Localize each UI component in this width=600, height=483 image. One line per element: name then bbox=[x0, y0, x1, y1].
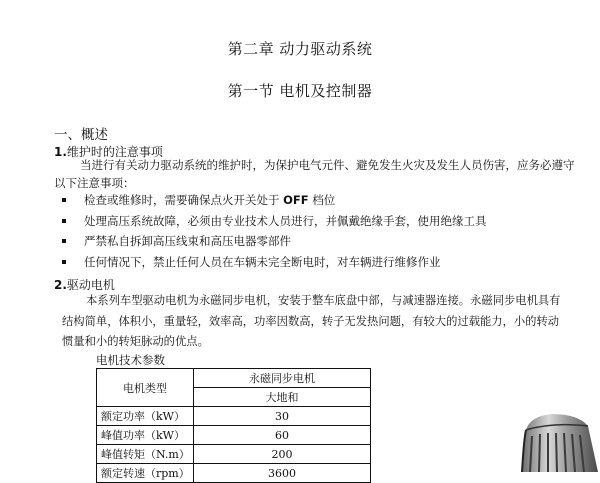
table-row bbox=[97, 426, 371, 445]
table-row bbox=[97, 407, 371, 426]
type-value-cell: 永磁同步电机 bbox=[194, 369, 371, 388]
maintenance-bullet-list bbox=[62, 190, 487, 272]
maintenance-intro-line2: 以下注意事项： bbox=[54, 176, 135, 190]
row-value-cell: 200 bbox=[194, 445, 371, 464]
list-item: 处理高压系统故障，必须由专业技术人员进行，并佩戴绝缘手套，使用绝缘工具 bbox=[62, 211, 487, 232]
row-label-cell: 峰值转矩（N.m） bbox=[97, 445, 194, 464]
motor-para-line3: 惯量和小的转矩脉动的优点。 bbox=[62, 335, 209, 348]
row-label-cell: 额定转速（rpm） bbox=[97, 464, 194, 483]
overview-heading: 一、概述 bbox=[54, 127, 108, 143]
motor-heading-num: 2. bbox=[54, 278, 67, 292]
row-value-cell: 3600 bbox=[194, 464, 371, 483]
motor-params-table bbox=[96, 368, 371, 483]
table-row bbox=[97, 464, 371, 483]
bullet-square-icon bbox=[62, 239, 66, 243]
bullet-square-icon bbox=[62, 260, 66, 264]
maintenance-heading-num: 1. bbox=[54, 145, 67, 159]
chapter-title: 第二章 动力驱动系统 bbox=[227, 40, 373, 58]
type-label-cell: 电机类型 bbox=[97, 369, 194, 407]
maintenance-heading-text: 维护时的注意事项 bbox=[66, 145, 163, 159]
section-title: 第一节 电机及控制器 bbox=[227, 82, 373, 100]
list-item: 严禁私自拆卸高压线束和高压电器零部件 bbox=[62, 231, 487, 252]
list-item: 检查或维修时，需要确保点火开关处于 OFF 档位 bbox=[62, 190, 487, 211]
bullet-square-icon bbox=[62, 219, 66, 223]
motor-para-line1: 本系列车型驱动电机为永磁同步电机，安装于整车底盘中部，与减速器连接。永磁同步电机具有 bbox=[86, 294, 561, 307]
motor-photo bbox=[508, 408, 600, 472]
list-item: 任何情况下，禁止任何人员在车辆未完全断电时，对车辆进行维修作业 bbox=[62, 252, 487, 273]
table-title: 电机技术参数 bbox=[96, 353, 165, 367]
table-row bbox=[97, 369, 371, 388]
row-label-cell: 额定功率（kW） bbox=[97, 407, 194, 426]
row-value-cell: 30 bbox=[194, 407, 371, 426]
row-label-cell: 峰值功率（kW） bbox=[97, 426, 194, 445]
maker-cell: 大地和 bbox=[194, 388, 371, 407]
bullet-square-icon bbox=[62, 198, 66, 202]
motor-para-line2: 结构简单，体积小，重量轻，效率高，功率因数高，转子无发热问题，有较大的过载能力，小的转动 bbox=[62, 315, 560, 328]
maintenance-intro-line1: 当进行有关动力驱动系统的维护时，为保护电气元件、避免发生火灾及发生人员伤害，应务必遵守 bbox=[80, 158, 575, 172]
motor-heading-text: 驱动电机 bbox=[66, 278, 115, 292]
table-row bbox=[97, 445, 371, 464]
row-value-cell: 60 bbox=[194, 426, 371, 445]
